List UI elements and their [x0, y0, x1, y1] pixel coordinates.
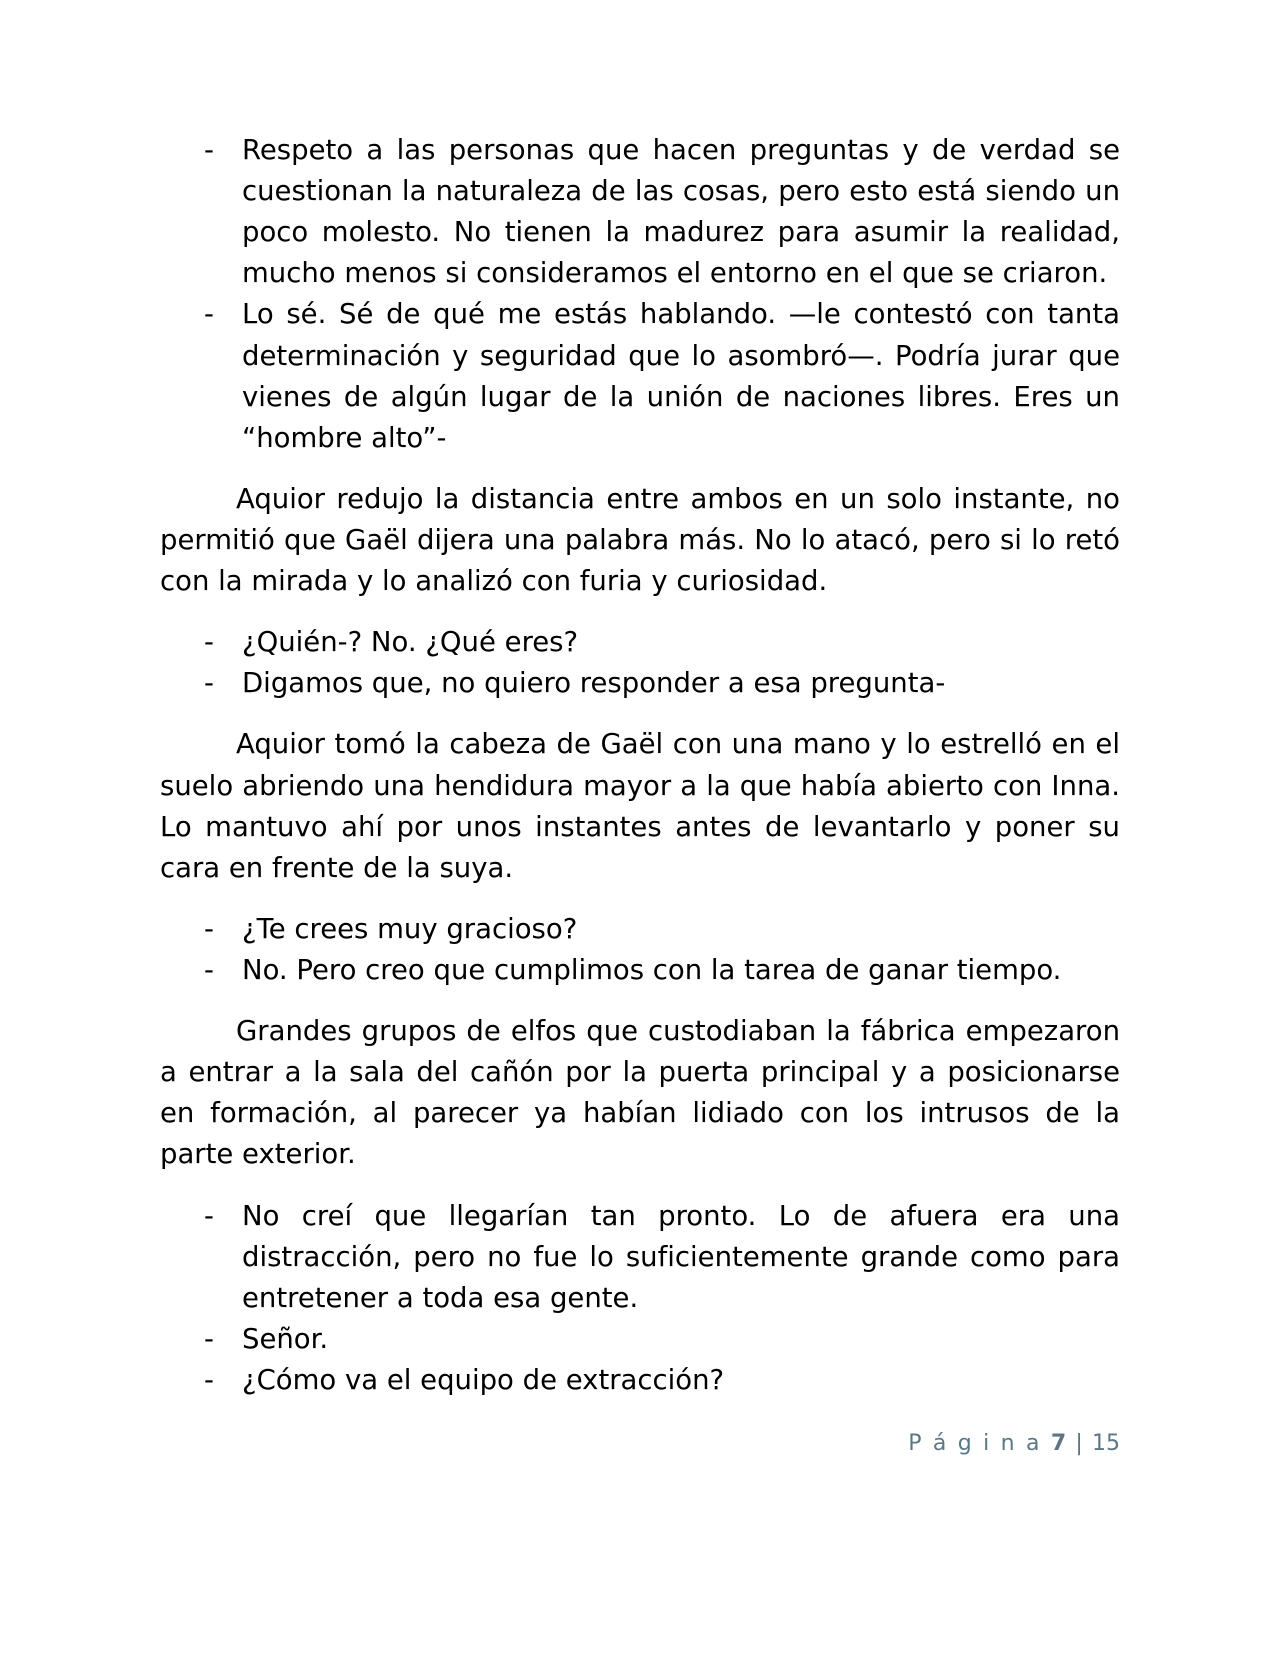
- dash-marker: -: [204, 1322, 214, 1355]
- dialogue-list-3: [160, 909, 1120, 991]
- spacer: [160, 991, 1120, 1011]
- list-item-text: ¿Cómo va el equipo de extracción?: [242, 1363, 725, 1396]
- list-item: [160, 130, 1120, 294]
- list-item: [160, 1196, 1120, 1319]
- list-item-text: No creí que llegarían tan pronto. Lo de afuera era una distracción, pero no fue lo suficientemente grande como para entretener a toda esa gente.: [242, 1199, 1120, 1314]
- list-item: [160, 1319, 1120, 1360]
- dash-marker: -: [204, 298, 214, 331]
- list-item-text: ¿Quién-? No. ¿Qué eres?: [242, 626, 579, 659]
- footer-total-pages: 15: [1092, 1431, 1120, 1456]
- document-body: [160, 130, 1120, 1401]
- list-item: [160, 663, 1120, 704]
- footer-page-number: 7: [1050, 1431, 1067, 1456]
- dialogue-list-4: [160, 1196, 1120, 1402]
- dash-marker: -: [204, 626, 214, 659]
- dash-marker: -: [204, 1363, 214, 1396]
- list-item-text: Digamos que, no quiero responder a esa pregunta-: [242, 667, 946, 700]
- spacer: [160, 1176, 1120, 1196]
- dash-marker: -: [204, 667, 214, 700]
- footer-separator: |: [1075, 1431, 1083, 1456]
- dash-marker: -: [204, 134, 214, 166]
- dialogue-list-2: [160, 622, 1120, 704]
- dash-marker: -: [204, 1199, 214, 1232]
- dialogue-list-1: [160, 130, 1120, 459]
- spacer: [160, 889, 1120, 909]
- list-item: [160, 622, 1120, 663]
- page-footer: [160, 1431, 1120, 1456]
- paragraph: Aquior redujo la distancia entre ambos en un solo instante, no permitió que Gaël dijera una palabra más. No lo atacó, pero si lo retó con la mirada y lo analizó con furia y curiosidad.: [160, 482, 1120, 598]
- paragraph: Aquior tomó la cabeza de Gaël con una mano y lo estrelló en el suelo abriendo una hendidura mayor a la que había abierto con Inna. Lo mantuvo ahí por unos instantes antes de levantarlo y poner su cara en frente de la suya.: [160, 728, 1120, 884]
- spacer: [160, 704, 1120, 724]
- list-item: [160, 1360, 1120, 1401]
- list-item: [160, 950, 1120, 991]
- spacer: [160, 459, 1120, 479]
- footer-label: P á g i n a: [908, 1431, 1042, 1456]
- dash-marker: -: [204, 953, 214, 986]
- spacer: [160, 602, 1120, 622]
- list-item-text: Respeto a las personas que hacen preguntas y de verdad se cuestionan la naturaleza de las cosas, pero esto está siendo un poco molesto. No tienen la madurez para asumir la realidad, mucho menos si consideramos el entorno en el que se criaron.: [242, 134, 1120, 290]
- list-item-text: Lo sé. Sé de qué me estás hablando. —le contestó con tanta determinación y seguridad que lo asombró—. Podría jurar que vienes de algún lugar de la unión de naciones libres. Eres un “hombre alto”-: [242, 298, 1120, 454]
- list-item-text: ¿Te crees muy gracioso?: [242, 912, 578, 945]
- list-item-text: Señor.: [242, 1322, 329, 1355]
- paragraph: Grandes grupos de elfos que custodiaban la fábrica empezaron a entrar a la sala del cañón por la puerta principal y a posicionarse en formación, al parecer ya habían lidiado con los intrusos de la parte exterior.: [160, 1015, 1120, 1171]
- list-item-text: No. Pero creo que cumplimos con la tarea de ganar tiempo.: [242, 953, 1062, 986]
- dash-marker: -: [204, 912, 214, 945]
- list-item: [160, 909, 1120, 950]
- list-item: [160, 294, 1120, 458]
